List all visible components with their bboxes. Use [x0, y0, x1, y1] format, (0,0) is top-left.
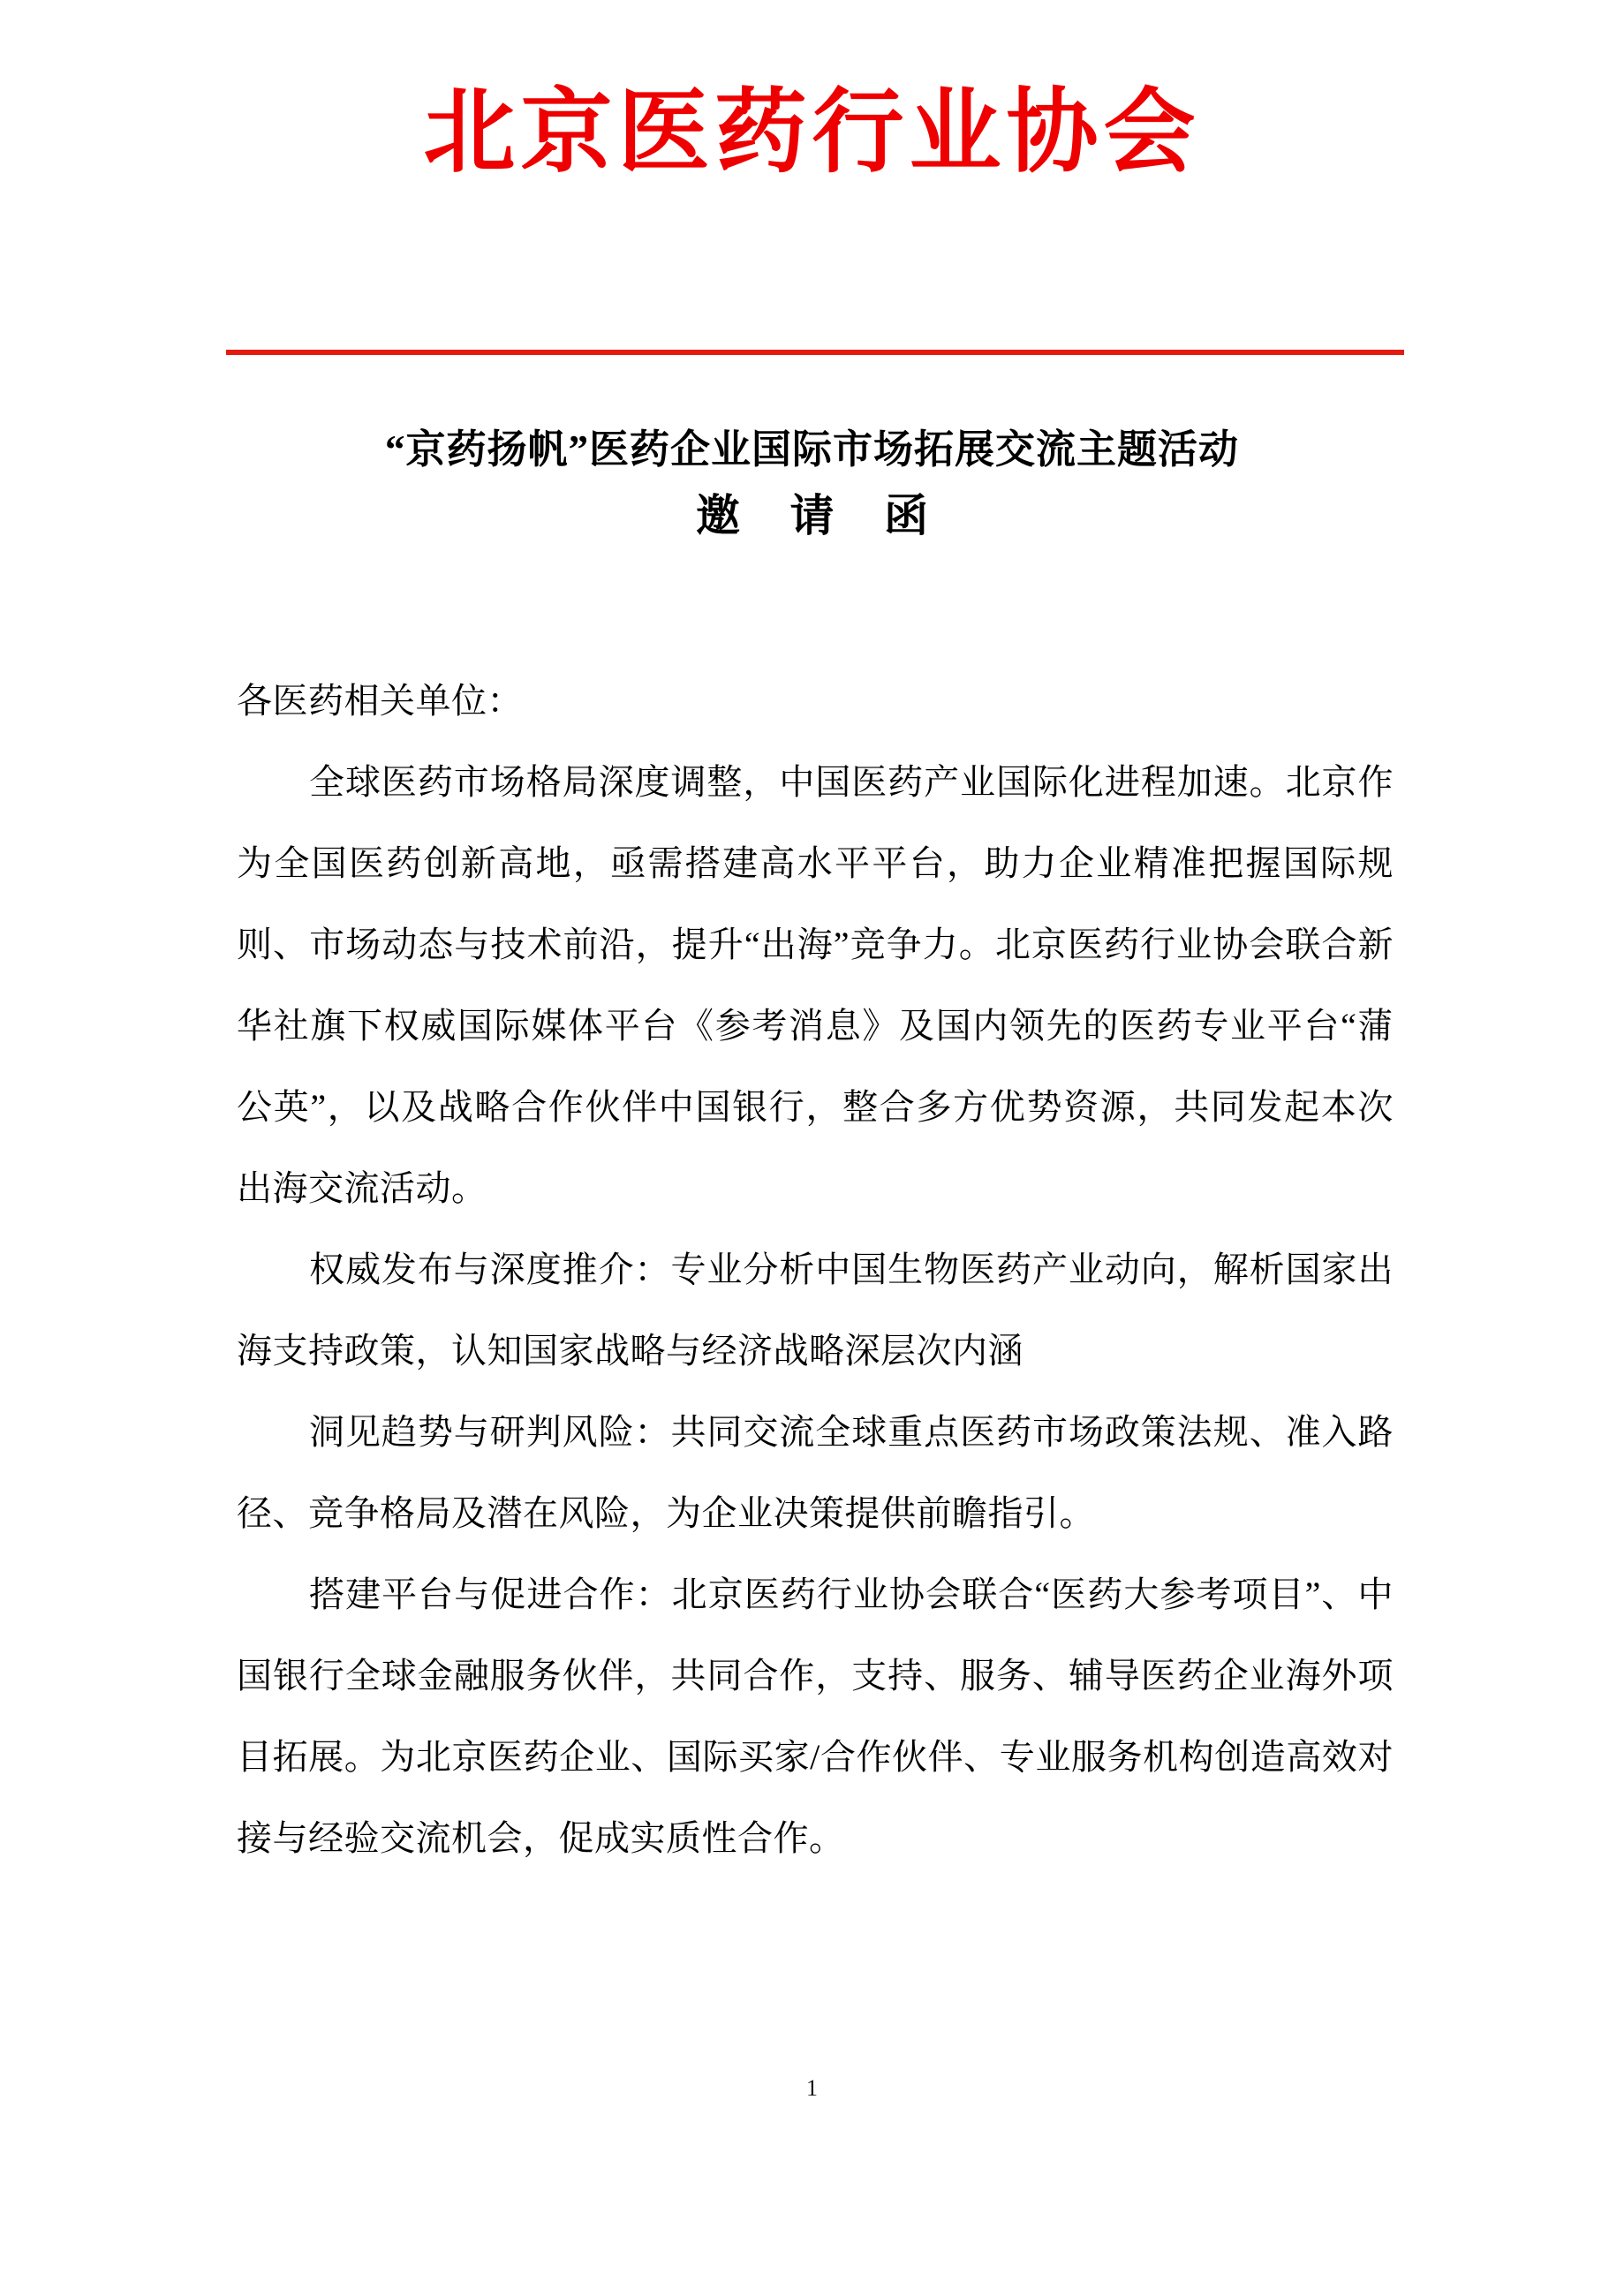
letterhead-organization-name: 北京医药行业协会	[423, 81, 1201, 184]
body-paragraph-2: 权威发布与深度推介：专业分析中国生物医药产业动向，解析国家出海支持政策，认知国家战略与经济战略深层次内涵	[237, 1250, 1394, 1371]
document-type-title: 邀 请 函	[696, 491, 948, 541]
document-title-block	[0, 424, 1624, 548]
salutation: 各医药相关单位：	[237, 681, 523, 721]
body-paragraph-3: 洞见趋势与研判风险：共同交流全球重点医药市场政策法规、准入路径、竞争格局及潜在风险，为企业决策提供前瞻指引。	[237, 1412, 1394, 1533]
letterhead-divider-rule	[226, 350, 1404, 355]
page-footer	[0, 2075, 1624, 2102]
body-paragraph-4: 搭建平台与促进合作：北京医药行业协会联合“医药大参考项目”、中国银行全球金融服务伙伴，共同合作，支持、服务、辅导医药企业海外项目拓展。为北京医药企业、国际买家/合作伙伴、专业服务机构创造高效对接与经验交流机会，促成实质性合作。	[237, 1575, 1394, 1858]
letterhead	[0, 81, 1624, 184]
activity-title: “京药扬帆”医药企业国际市场拓展交流主题活动	[384, 427, 1239, 472]
body-paragraph-1: 全球医药市场格局深度调整，中国医药产业国际化进程加速。北京作为全国医药创新高地，亟需搭建高水平平台，助力企业精准把握国际规则、市场动态与技术前沿，提升“出海”竞争力。北京医药行业协会联合新华社旗下权威国际媒体平台《参考消息》及国内领先的医药专业平台“蒲公英”，以及战略合作伙伴中国银行，整合多方优势资源，共同发起本次出海交流活动。	[237, 762, 1394, 1208]
letter-body	[237, 661, 1394, 1879]
page-number: 1	[806, 2075, 818, 2101]
